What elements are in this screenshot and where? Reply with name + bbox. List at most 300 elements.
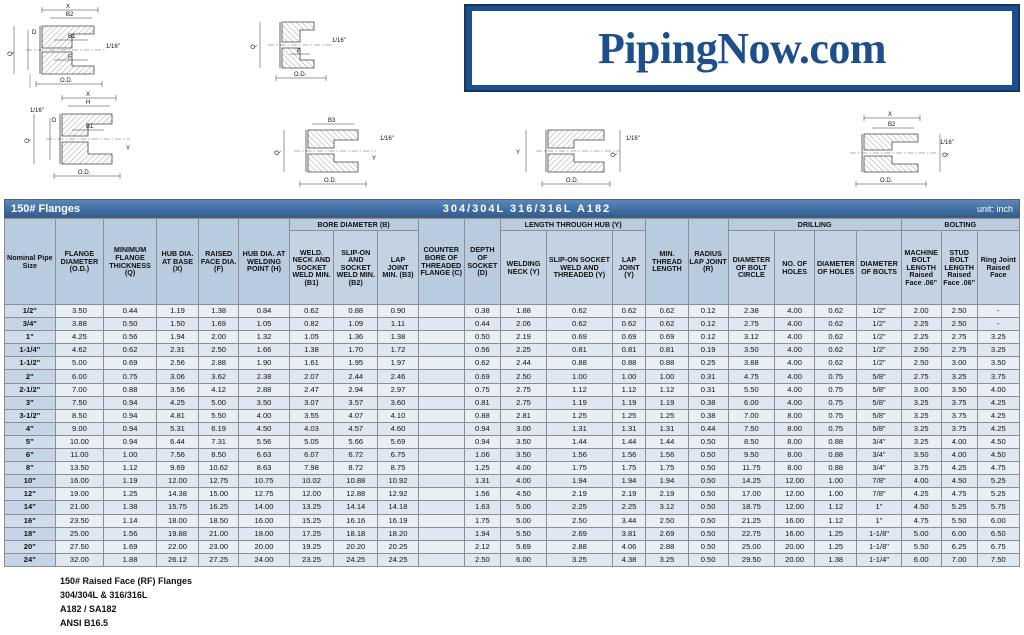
table-cell: 20.20 [334,540,378,553]
table-cell [418,462,464,475]
table-cell: 5.75 [977,501,1019,514]
table-cell: 15.00 [199,488,239,501]
col-diameter-of-holes: DIAMETER OF HOLES [815,231,857,305]
table-cell: 16.00 [239,514,290,527]
drawing-slip-on-flange [240,6,440,90]
table-cell: 4.38 [612,553,646,566]
table-cell: 3.12 [728,331,774,344]
stud-bolt-raised-face-label: Raised Face .06" [943,270,976,287]
table-cell: 4.00 [775,344,815,357]
svg-text:D: D [52,118,57,124]
table-cell: 2.19 [500,331,546,344]
table-cell: 1.00 [815,475,857,488]
table-cell: 2.44 [334,370,378,383]
table-cell: 0.38 [464,305,500,318]
table-cell: 0.50 [688,449,728,462]
table-cell: 3.50 [977,357,1019,370]
table-cell: 0.19 [688,344,728,357]
table-cell: 32.00 [55,553,104,566]
table-cell: 1.31 [464,475,500,488]
table-title-unit: unit: inch [976,203,1013,214]
table-cell: 0.56 [104,331,157,344]
cell-nominal-pipe-size: 1" [5,331,56,344]
table-cell: 3.75 [941,409,977,422]
cell-nominal-pipe-size: 1-1/4" [5,344,56,357]
table-cell: 4.10 [378,409,418,422]
table-cell: 16.25 [199,501,239,514]
svg-text:Q: Q [275,150,281,155]
table-cell: 3.75 [977,370,1019,383]
table-cell: 1.31 [612,422,646,435]
svg-text:X: X [86,92,91,98]
table-cell: 4.00 [941,449,977,462]
cell-nominal-pipe-size: 8" [5,462,56,475]
table-cell: 0.62 [815,305,857,318]
drawing-lap-joint-flange [508,100,748,192]
table-cell: 0.84 [239,305,290,318]
col-min-flange-thickness: MINIMUM FLANGE THICKNESS (Q) [104,219,157,305]
table-cell: 2.38 [728,305,774,318]
table-cell: 5.00 [500,514,546,527]
table-cell: 1.09 [334,318,378,331]
table-title-left: 150# Flanges [11,202,81,215]
table-row [5,540,1020,553]
col-raised-face-dia: RAISED FACE DIA. (F) [199,219,239,305]
table-cell: 2.12 [464,540,500,553]
table-cell: 0.69 [104,357,157,370]
note-line-3: A182 / SA182 [60,603,117,614]
table-cell: 18.18 [334,527,378,540]
table-cell: 3.25 [547,553,612,566]
cell-nominal-pipe-size: 5" [5,435,56,448]
table-cell [418,527,464,540]
table-cell: 5/8" [857,422,901,435]
table-cell: 2.31 [156,344,198,357]
table-row [5,344,1020,357]
table-title-bar [4,199,1020,218]
table-row [5,357,1020,370]
table-cell: 5.25 [977,488,1019,501]
table-cell: 12.00 [775,475,815,488]
col-radius-lap-joint: RADIUS LAP JOINT (R) [688,219,728,305]
table-cell: 25.00 [728,540,774,553]
table-cell: 18.00 [239,527,290,540]
table-cell: 4.75 [977,462,1019,475]
table-cell: 3.07 [289,396,333,409]
table-cell: 0.69 [646,331,688,344]
table-cell: 2.50 [901,344,941,357]
table-cell: 1.25 [612,409,646,422]
table-cell: 0.62 [547,318,612,331]
table-cell: 1.94 [646,475,688,488]
table-cell: 6.00 [901,553,941,566]
table-cell: 4.60 [378,422,418,435]
table-cell: 3.50 [901,449,941,462]
table-cell: 5.50 [500,527,546,540]
table-cell: 0.88 [815,435,857,448]
cell-nominal-pipe-size: 3" [5,396,56,409]
col-stud-bolt-ring-joint: Ring Joint Raised Face [977,231,1019,305]
table-cell: 4.00 [775,370,815,383]
table-cell: 3/4" [857,462,901,475]
table-cell: 19.88 [156,527,198,540]
table-cell: 3.44 [612,514,646,527]
svg-text:1/16": 1/16" [940,140,954,146]
table-cell: 0.50 [688,435,728,448]
table-cell: - [977,318,1019,331]
table-cell: 18.75 [728,501,774,514]
table-cell: 16.16 [334,514,378,527]
table-cell: 5.50 [941,514,977,527]
table-cell: 2.25 [612,501,646,514]
table-cell: 2.50 [941,305,977,318]
table-cell [418,501,464,514]
table-cell: 6.75 [977,540,1019,553]
table-cell: 23.00 [199,540,239,553]
table-cell: 1/2" [857,318,901,331]
table-cell: 27.50 [55,540,104,553]
table-cell: 7.50 [55,396,104,409]
table-cell: 5.00 [199,396,239,409]
table-cell: 0.94 [104,422,157,435]
table-cell: 0.25 [688,357,728,370]
svg-text:1/16": 1/16" [380,136,394,142]
table-cell: 1.94 [464,527,500,540]
cell-nominal-pipe-size: 3-1/2" [5,409,56,422]
table-cell: 3.81 [612,527,646,540]
table-cell: 5.31 [156,422,198,435]
table-cell: 25.00 [55,527,104,540]
drawing-blind-flange [768,96,1018,192]
table-cell: 12.00 [775,488,815,501]
table-cell: 1/2" [857,357,901,370]
table-cell: 23.50 [55,514,104,527]
table-cell: 16.19 [378,514,418,527]
table-cell: 2.25 [901,331,941,344]
table-cell: 4.50 [239,422,290,435]
table-cell: 6.07 [289,449,333,462]
table-cell: 7.50 [728,422,774,435]
table-cell: 5.50 [199,409,239,422]
table-cell: 2.00 [901,305,941,318]
table-cell: 13.25 [289,501,333,514]
table-cell: 4.03 [289,422,333,435]
table-cell: 4.25 [901,488,941,501]
table-cell: 7/8" [857,475,901,488]
cell-nominal-pipe-size: 2-1/2" [5,383,56,396]
table-cell: 2.50 [199,344,239,357]
table-cell: 0.62 [646,318,688,331]
table-cell: 4.25 [941,462,977,475]
col-no-of-holes: NO. OF HOLES [775,231,815,305]
cell-nominal-pipe-size: 2" [5,370,56,383]
table-cell: 15.25 [289,514,333,527]
table-cell: 4.00 [775,331,815,344]
table-cell: 20.00 [775,540,815,553]
table-cell: 1.00 [612,370,646,383]
table-cell: 3.50 [500,449,546,462]
table-cell: 1.00 [815,488,857,501]
table-head [5,219,1020,305]
svg-text:B1: B1 [68,34,76,40]
svg-text:O.D.: O.D. [566,178,579,184]
drawing-weld-neck-flange [6,4,230,90]
table-cell: 3.75 [941,422,977,435]
table-cell: 0.38 [688,409,728,422]
table-cell: 2.46 [378,370,418,383]
table-row [5,435,1020,448]
svg-text:O.D.: O.D. [294,72,307,78]
table-cell: 0.94 [464,422,500,435]
table-cell: 1.19 [156,305,198,318]
table-cell: 21.25 [728,514,774,527]
table-cell: 1.25 [464,462,500,475]
table-cell: 6.19 [199,422,239,435]
svg-text:B3: B3 [328,118,336,124]
cell-nominal-pipe-size: 4" [5,422,56,435]
table-cell: 4.25 [156,396,198,409]
table-cell [418,331,464,344]
stud-bolt-length-label: STUD BOLT LENGTH [944,247,974,272]
table-cell: 14.00 [239,501,290,514]
table-cell: 3.50 [941,383,977,396]
table-cell: 2.69 [547,527,612,540]
table-cell: 2.50 [941,318,977,331]
drawing-area [0,0,1024,196]
table-cell: 11.75 [728,462,774,475]
table-cell: 5.05 [289,435,333,448]
table-cell: 10.88 [334,475,378,488]
svg-text:Q: Q [611,152,617,157]
col-depth-of-socket: DEPTH OF SOCKET (D) [464,219,500,305]
table-cell: 2.50 [500,370,546,383]
table-cell [418,422,464,435]
table-row [5,449,1020,462]
svg-text:Q: Q [251,44,257,49]
table-cell: 3.25 [977,344,1019,357]
table-cell: 5.66 [334,435,378,448]
machine-bolt-raised-face-label: Raised Face .06" [905,270,938,287]
table-cell: 4.75 [941,488,977,501]
table-cell: 2.88 [547,540,612,553]
table-cell: 1" [857,501,901,514]
table-cell: 1.61 [289,357,333,370]
col-machine-bolt-length [901,231,941,305]
table-cell: 6.00 [55,370,104,383]
table-cell: 4.75 [901,514,941,527]
col-bore-weld-neck-socket-min: WELD. NECK AND SOCKET WELD MIN. (B1) [289,231,333,305]
table-cell: 3.25 [901,409,941,422]
table-cell: 2.81 [500,409,546,422]
table-row [5,331,1020,344]
table-cell: 5/8" [857,409,901,422]
drawing-threaded-flange [250,100,470,192]
table-cell: 2.50 [646,514,688,527]
table-cell: 4.00 [977,383,1019,396]
table-cell: 1.38 [104,501,157,514]
col-flange-diameter: FLANGE DIAMETER (O.D.) [55,219,104,305]
table-cell: 1.63 [464,501,500,514]
table-cell: 3.50 [55,305,104,318]
cell-nominal-pipe-size: 20" [5,540,56,553]
table-cell: 0.75 [815,422,857,435]
table-cell: 0.81 [612,344,646,357]
table-cell: 1.25 [815,527,857,540]
table-cell: 1.75 [547,462,612,475]
table-row [5,475,1020,488]
table-cell: 2.75 [728,318,774,331]
table-cell: 1.88 [104,553,157,566]
col-counter-bore-threaded: COUNTER BORE OF THREADED FLANGE (C) [418,219,464,305]
footer-notes [60,575,192,631]
table-cell: 5/8" [857,370,901,383]
table-cell: 5.25 [941,501,977,514]
table-row [5,370,1020,383]
table-cell: 7.98 [289,462,333,475]
table-cell: 1/2" [857,305,901,318]
spec-table-container [4,199,1020,567]
table-cell: 0.44 [464,318,500,331]
table-cell: 7.31 [199,435,239,448]
table-cell: 1.00 [104,449,157,462]
table-cell: 12.92 [378,488,418,501]
table-cell: 1.32 [239,331,290,344]
table-cell: 1.70 [334,344,378,357]
table-cell: 3.50 [500,435,546,448]
table-cell: 0.62 [612,305,646,318]
table-cell: 12.00 [289,488,333,501]
table-cell: 1.69 [104,540,157,553]
table-cell: 6.72 [334,449,378,462]
svg-text:Q: Q [943,152,949,157]
group-bore-diameter: BORE DIAMETER (B) [289,219,418,231]
table-cell: 1.72 [378,344,418,357]
table-cell: 1.12 [547,383,612,396]
table-cell: 4.07 [334,409,378,422]
table-cell: 21.00 [55,501,104,514]
table-cell: 0.31 [688,383,728,396]
table-cell: 1.00 [646,370,688,383]
cell-nominal-pipe-size: 1/2" [5,305,56,318]
table-cell: 26.12 [156,553,198,566]
table-cell: 0.88 [815,449,857,462]
table-cell: 0.50 [688,527,728,540]
table-cell: 0.75 [815,383,857,396]
table-cell: 1-1/4" [857,553,901,566]
table-cell: 17.25 [289,527,333,540]
table-row [5,553,1020,566]
table-cell: 18.00 [156,514,198,527]
svg-text:1/16": 1/16" [332,38,346,44]
table-cell: 2.25 [547,501,612,514]
table-cell: 0.31 [688,370,728,383]
col-lth-welding-neck: WELDING NECK (Y) [500,231,546,305]
table-cell: 0.62 [104,344,157,357]
table-cell: 7.56 [156,449,198,462]
table-cell: 23.25 [289,553,333,566]
svg-text:Q: Q [8,51,14,56]
svg-text:Y: Y [372,156,377,162]
table-cell: 3.00 [941,357,977,370]
brand-logo [464,4,1020,92]
table-cell: 4.06 [612,540,646,553]
table-cell: 3.25 [901,435,941,448]
table-cell: 3.88 [55,318,104,331]
table-cell: 12.00 [156,475,198,488]
table-cell: 2.88 [646,540,688,553]
col-lth-lap-joint: LAP JOINT (Y) [612,231,646,305]
table-cell: 8.50 [55,409,104,422]
table-cell: 4.00 [775,305,815,318]
table-cell: 3.25 [901,422,941,435]
table-cell [418,435,464,448]
table-cell: 1.25 [646,409,688,422]
table-cell: 7.00 [728,409,774,422]
table-cell: 0.50 [688,540,728,553]
header-group-row [5,219,1020,231]
table-cell: 7.50 [977,553,1019,566]
table-cell: 12.75 [239,488,290,501]
table-cell: 5/8" [857,396,901,409]
table-cell: 1-1/8" [857,527,901,540]
col-stud-bolt-raised-face [941,231,977,305]
table-cell: 3/4" [857,435,901,448]
table-cell: 2.50 [901,357,941,370]
table-cell: 5.00 [55,357,104,370]
table-cell: 0.75 [815,370,857,383]
table-cell: 8.00 [775,409,815,422]
table-cell: 0.44 [688,422,728,435]
table-cell [418,396,464,409]
table-cell: 2.75 [941,344,977,357]
table-cell: 3.56 [156,383,198,396]
group-length-through-hub: LENGTH THROUGH HUB (Y) [500,219,646,231]
svg-text:1/16": 1/16" [30,108,44,114]
table-cell: 2.00 [199,331,239,344]
table-cell: 2.56 [156,357,198,370]
table-cell: 15.75 [156,501,198,514]
logo-text: PipingNow.com [597,23,887,73]
table-cell: 4.00 [775,357,815,370]
table-cell: 6.00 [728,396,774,409]
table-cell: 9.50 [728,449,774,462]
table-cell: 24.00 [239,553,290,566]
table-cell: 8.63 [239,462,290,475]
table-row [5,488,1020,501]
table-cell: 20.00 [775,553,815,566]
table-cell: 1.97 [378,357,418,370]
table-cell: 1.11 [378,318,418,331]
table-row [5,501,1020,514]
table-cell: 1.19 [646,396,688,409]
table-cell: 24.25 [334,553,378,566]
table-cell: 1.94 [612,475,646,488]
table-cell: 1.38 [289,344,333,357]
table-cell: 3.25 [901,396,941,409]
col-diameter-of-bolts: DIAMETER OF BOLTS [857,231,901,305]
table-cell: 0.56 [464,344,500,357]
table-cell: 0.88 [104,383,157,396]
table-cell: 2.50 [547,514,612,527]
table-cell: 5.00 [500,501,546,514]
table-cell: 14.25 [728,475,774,488]
table-cell: 6.63 [239,449,290,462]
table-cell: 0.62 [289,305,333,318]
table-cell: 4.50 [977,449,1019,462]
table-cell: 1.56 [547,449,612,462]
table-cell: 10.62 [199,462,239,475]
table-cell [418,409,464,422]
